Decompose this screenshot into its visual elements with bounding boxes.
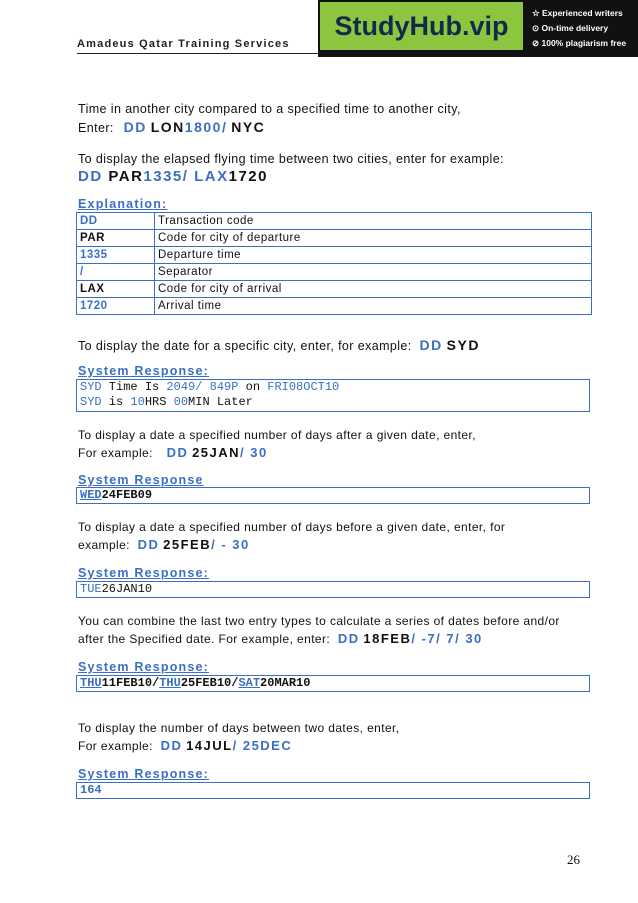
explanation-row: [77, 247, 592, 264]
studyhub-banner[interactable]: [318, 0, 638, 57]
response-title: System Response:: [78, 660, 210, 674]
para-days-before: To display a date a specified number of days before a given date, enter, for example: DD 25FEB/ - 30: [78, 520, 506, 552]
banner-feature: ⊙ On-time delivery: [532, 23, 609, 33]
response-title: System Response:: [78, 767, 210, 781]
response-box: 164: [76, 782, 590, 799]
cmd-time: 1800/: [184, 119, 228, 135]
response-line: SYD is 10HRS 00MIN Later: [80, 395, 253, 409]
running-header: Amadeus Qatar Training Services: [77, 38, 290, 50]
explanation-code: 1335: [77, 247, 155, 264]
cmd-dd: DD: [123, 119, 147, 135]
explanation-code: 1720: [77, 298, 155, 315]
explanation-title: Explanation:: [78, 197, 168, 211]
command-line: For example: DD 25JAN/ 30: [78, 445, 268, 460]
explanation-row: [77, 230, 592, 247]
explanation-row: [77, 298, 592, 315]
explanation-code: DD: [77, 213, 155, 230]
para-time-city: [78, 100, 461, 137]
explanation-desc: Code for city of arrival: [155, 281, 592, 298]
explanation-row: [77, 264, 592, 281]
response-box: [76, 379, 590, 412]
explanation-row: [77, 213, 592, 230]
explanation-desc: Separator: [155, 264, 592, 281]
studyhub-logo[interactable]: StudyHub.vip: [320, 2, 523, 50]
response-box: TUE26JAN10: [76, 581, 590, 598]
page-number: 26: [567, 852, 580, 867]
banner-feature: ⊘ 100% plagiarism free: [532, 38, 627, 48]
response-line: SYD Time Is 2049/ 849P on FRI08OCT10: [80, 380, 340, 394]
banner-feature: ☆ Experienced writers: [532, 8, 623, 18]
explanation-row: [77, 281, 592, 298]
response-box: WED24FEB09: [76, 487, 590, 504]
explanation-code: /: [77, 264, 155, 281]
para-combine: You can combine the last two entry types to calculate a series of dates before and/or after the Specified date. For example, enter: DD 18FEB/ -7/ 7/ 30: [78, 614, 560, 646]
command-line: For example: DD 14JUL/ 25DEC: [78, 738, 293, 753]
explanation-desc: Transaction code: [155, 213, 592, 230]
para-days-between: To display the number of days between two dates, enter, For example: DD 14JUL/ 25DEC: [78, 721, 400, 753]
response-title: System Response:: [78, 566, 210, 580]
para-text: Time in another city compared to a specified time to another city,: [78, 102, 461, 116]
response-title: System Response: [78, 473, 204, 487]
para-date-city: To display the date for a specific city, enter, for example: DD SYD: [78, 337, 480, 353]
explanation-desc: Arrival time: [155, 298, 592, 315]
para-elapsed: [78, 150, 504, 186]
cmd-city: NYC: [231, 119, 266, 135]
explanation-table: [76, 212, 592, 315]
explanation-code: LAX: [77, 281, 155, 298]
banner-features: [532, 6, 626, 51]
para-text: To display the elapsed flying time between two cities, enter for example:: [78, 152, 504, 166]
explanation-desc: Departure time: [155, 247, 592, 264]
para-days-after: To display a date a specified number of days after a given date, enter, For example: DD 25JAN/ 30: [78, 428, 476, 460]
explanation-desc: Code for city of departure: [155, 230, 592, 247]
response-title: System Response:: [78, 364, 210, 378]
command-line: example: DD 25FEB/ - 30: [78, 537, 250, 552]
cmd-city: LON: [150, 119, 185, 135]
command-line: after the Specified date. For example, enter: DD 18FEB/ -7/ 7/ 30: [78, 631, 483, 646]
command-line: DD PAR1335/ LAX1720: [78, 168, 268, 185]
explanation-code: PAR: [77, 230, 155, 247]
response-box: THU11FEB10/THU25FEB10/SAT20MAR10: [76, 675, 590, 692]
command-line: Enter: DD LON1800/ NYC: [78, 119, 266, 135]
